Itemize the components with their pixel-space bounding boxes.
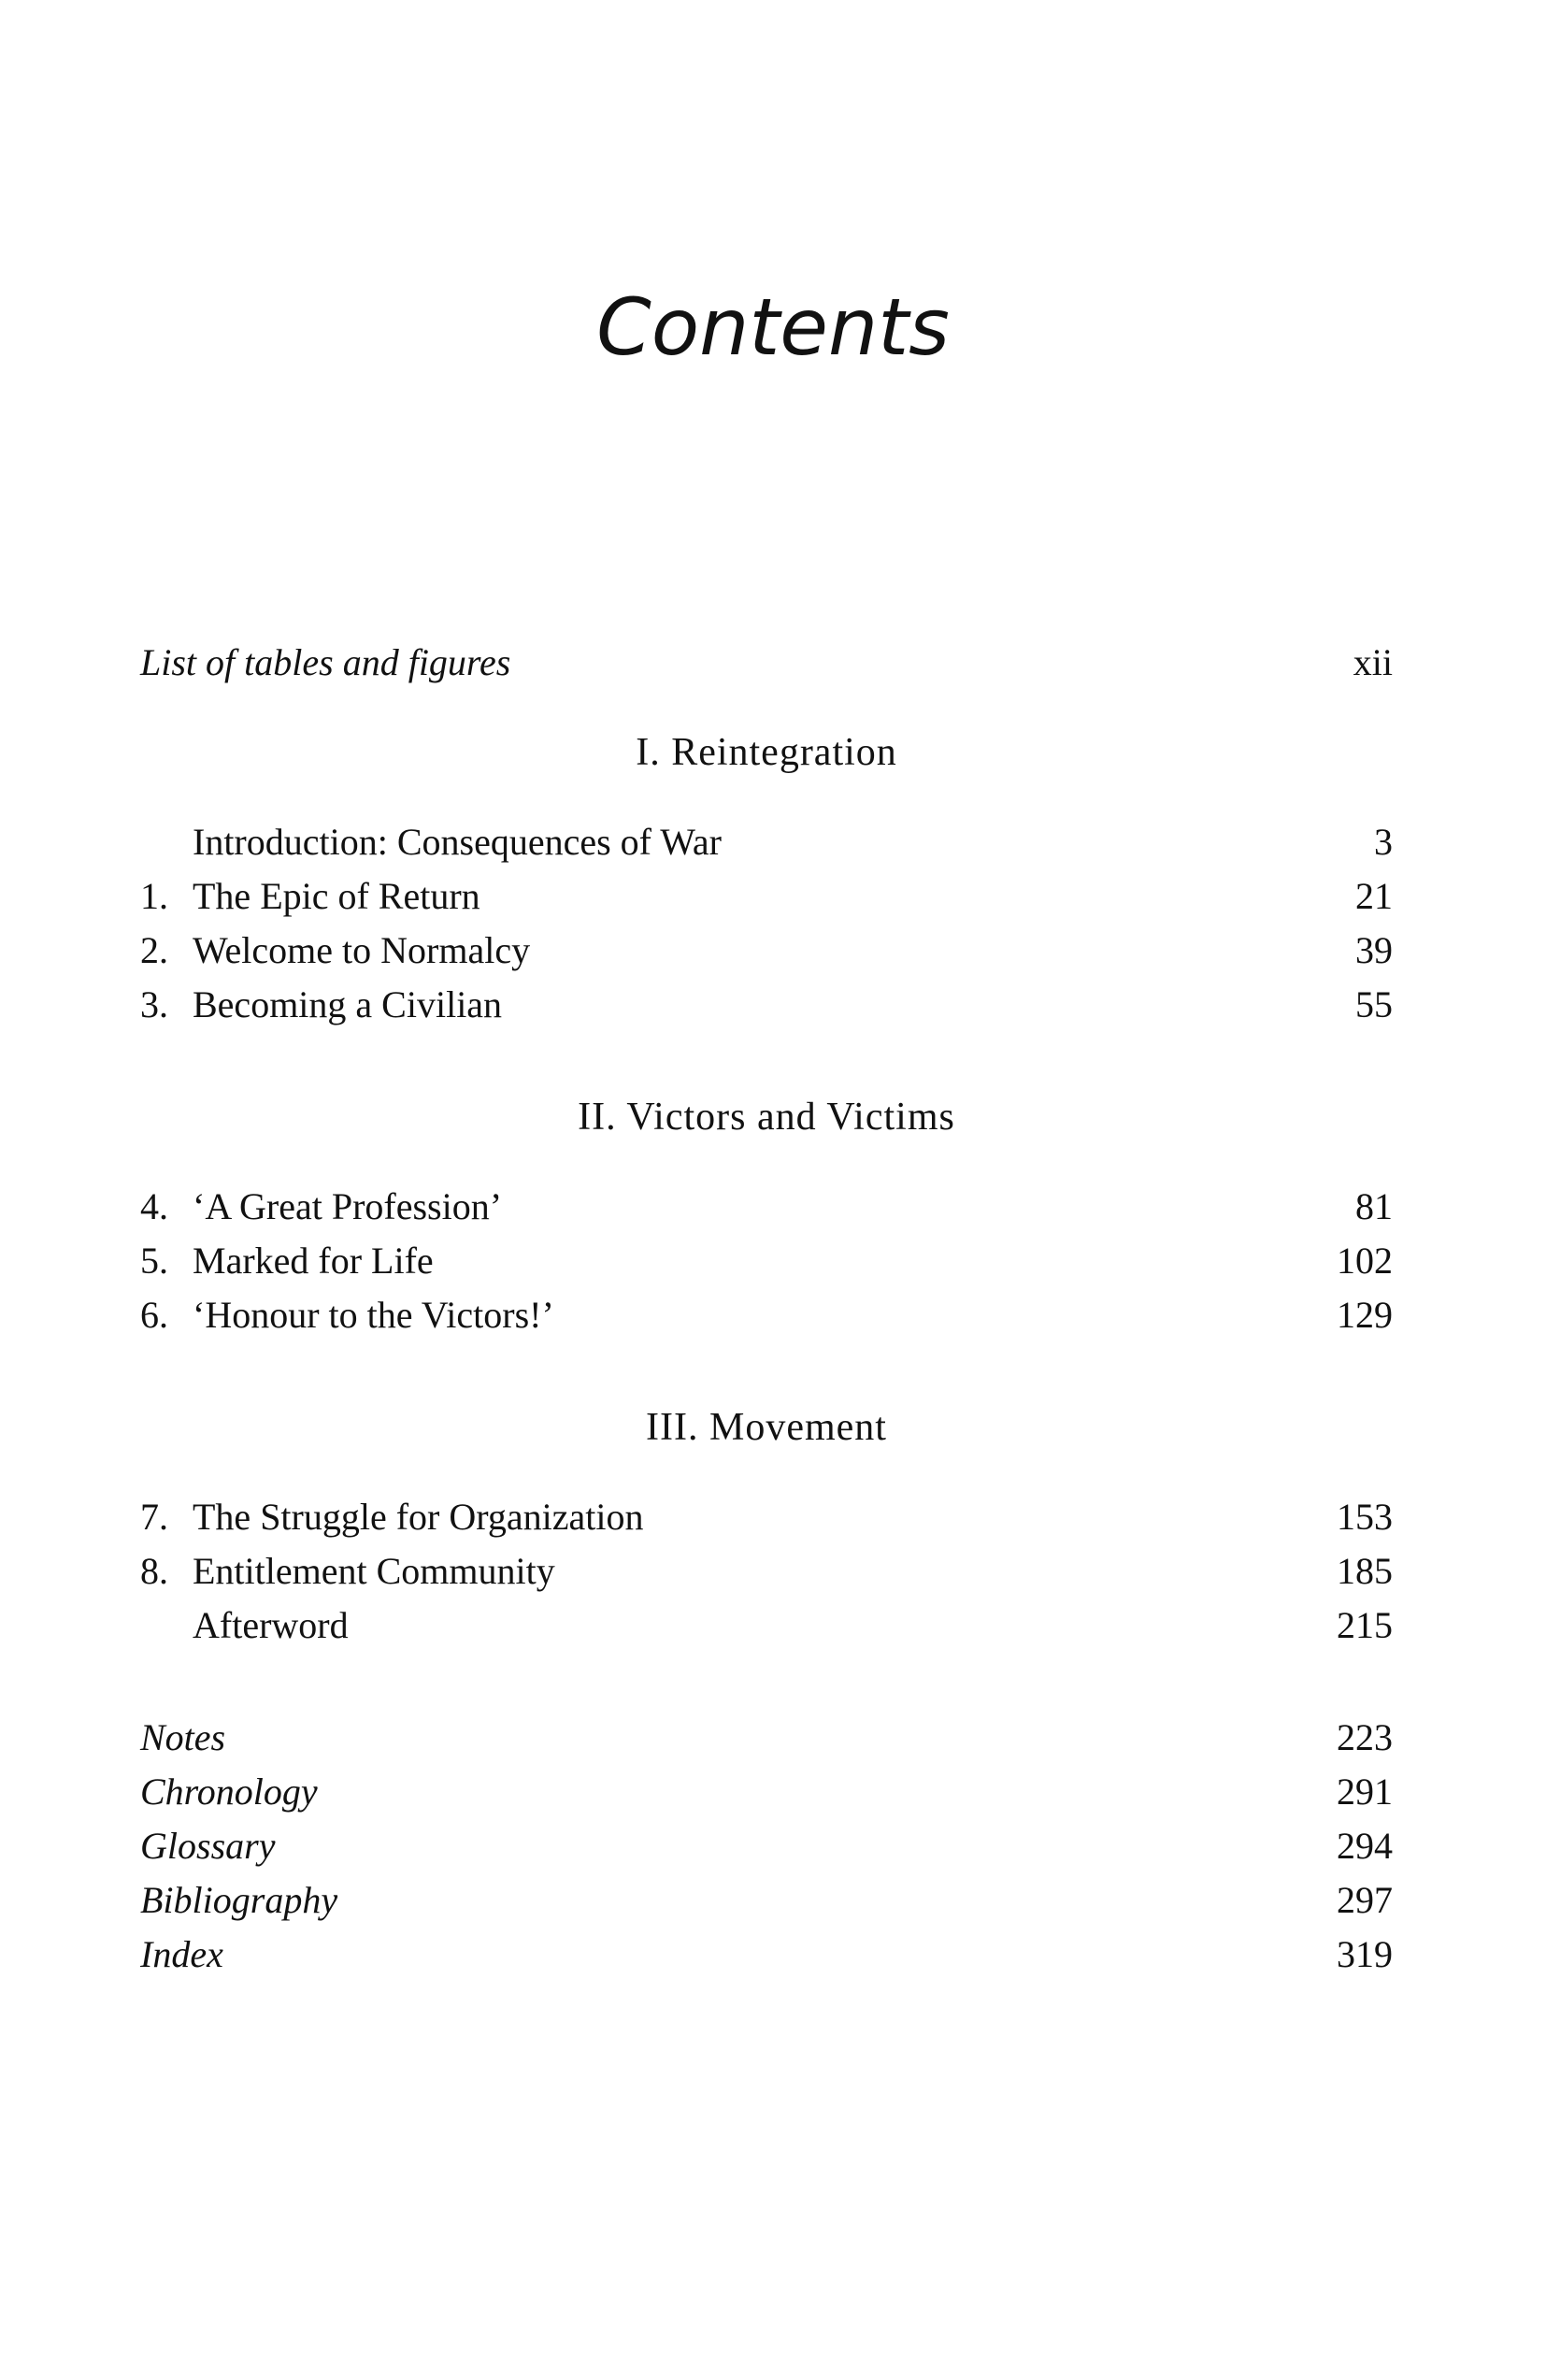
toc-entry-label: Afterword [193, 1604, 349, 1646]
toc-entry-page: 294 [1337, 1825, 1393, 1867]
toc-entry-number: 4. [140, 1185, 168, 1227]
toc-entry-label: ‘A Great Profession’ [193, 1185, 503, 1227]
toc-entry-label: Welcome to Normalcy [193, 929, 531, 971]
toc-entry-page: 215 [1337, 1604, 1393, 1646]
toc-entry-label: Bibliography [140, 1879, 338, 1921]
part-heading-1: I. Reintegration [636, 731, 897, 774]
toc-entry-label: ‘Honour to the Victors!’ [193, 1294, 554, 1336]
toc-entry-page: 3 [1374, 821, 1393, 863]
toc-entry-afterword[interactable] [140, 1599, 1393, 1653]
toc-entry-notes[interactable] [140, 1711, 1393, 1765]
toc-entry-chapter-8[interactable] [140, 1544, 1393, 1599]
toc-entry-index[interactable] [140, 1928, 1393, 1982]
toc-entry-introduction[interactable] [140, 815, 1393, 869]
toc-entry-bibliography[interactable] [140, 1873, 1393, 1928]
toc-entry-label: List of tables and figures [140, 641, 511, 683]
toc-entry-glossary[interactable] [140, 1819, 1393, 1873]
toc-entry-chapter-3[interactable] [140, 978, 1393, 1032]
toc-entry-number: 7. [140, 1496, 168, 1538]
toc-entry-list-of-tables[interactable] [140, 636, 1393, 690]
toc-entry-label: Becoming a Civilian [193, 983, 503, 1025]
toc-entry-label: Glossary [140, 1825, 276, 1867]
toc-entry-label: Marked for Life [193, 1240, 434, 1282]
toc-entry-label: The Struggle for Organization [193, 1496, 644, 1538]
toc-entry-page: 55 [1355, 983, 1393, 1025]
toc-entry-label: Index [140, 1933, 223, 1975]
toc-entry-page: 21 [1355, 875, 1393, 917]
toc-entry-label: The Epic of Return [193, 875, 480, 917]
toc-entry-chapter-6[interactable] [140, 1288, 1393, 1342]
toc-entry-number: 8. [140, 1550, 168, 1592]
toc-entry-label: Introduction: Consequences of War [193, 821, 722, 863]
toc-entry-label: Entitlement Community [193, 1550, 555, 1592]
toc-entry-number: 6. [140, 1294, 168, 1336]
toc-entry-page: xii [1353, 641, 1393, 683]
toc-entry-page: 297 [1337, 1879, 1393, 1921]
toc-entry-page: 291 [1337, 1771, 1393, 1813]
toc-entry-number: 3. [140, 983, 168, 1025]
toc-entry-page: 129 [1337, 1294, 1393, 1336]
toc-entry-number: 2. [140, 929, 168, 971]
toc-entry-page: 185 [1337, 1550, 1393, 1592]
toc-entry-chapter-7[interactable] [140, 1490, 1393, 1544]
toc-entry-chapter-4[interactable] [140, 1180, 1393, 1234]
toc-entry-label: Notes [140, 1716, 226, 1758]
toc-entry-page: 39 [1355, 929, 1393, 971]
toc-entry-chapter-2[interactable] [140, 924, 1393, 978]
table-of-contents [140, 636, 1393, 1982]
part-heading-2: II. Victors and Victims [578, 1096, 955, 1139]
toc-entry-page: 153 [1337, 1496, 1393, 1538]
toc-entry-page: 223 [1337, 1716, 1393, 1758]
toc-entry-chapter-5[interactable] [140, 1234, 1393, 1288]
part-heading-3: III. Movement [646, 1406, 887, 1449]
toc-entry-page: 102 [1337, 1240, 1393, 1282]
toc-entry-page: 81 [1355, 1185, 1393, 1227]
toc-entry-label: Chronology [140, 1771, 318, 1813]
toc-entry-page: 319 [1337, 1933, 1393, 1975]
page-title: Contents [596, 281, 950, 373]
toc-entry-number: 5. [140, 1240, 168, 1282]
toc-entry-number: 1. [140, 875, 168, 917]
toc-entry-chronology[interactable] [140, 1765, 1393, 1819]
toc-entry-chapter-1[interactable] [140, 869, 1393, 924]
